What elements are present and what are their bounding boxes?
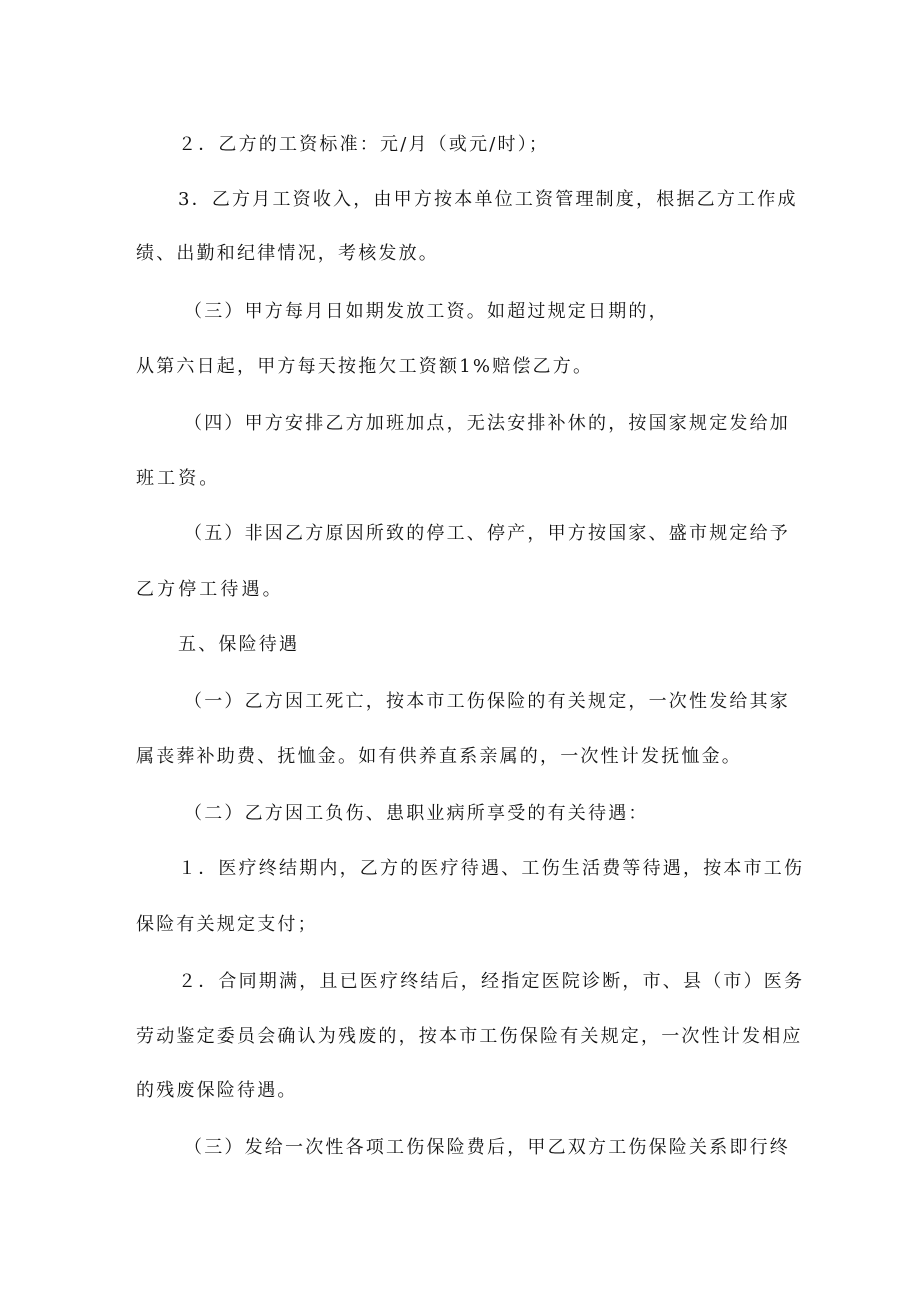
- paragraph-line: 劳动鉴定委员会确认为残废的，按本市工伤保险有关规定，一次性计发相应: [136, 1026, 803, 1047]
- paragraph-line: 乙方停工待遇。: [136, 579, 284, 600]
- paragraph-line: （三）甲方每月日如期发放工资。如超过规定日期的，: [184, 301, 669, 322]
- section-heading: 五、保险待遇: [178, 634, 300, 655]
- paragraph-line: （一）乙方因工死亡，按本市工伤保险的有关规定，一次性发给其家: [184, 691, 790, 712]
- paragraph-line: 属丧葬补助费、抚恤金。如有供养直系亲属的，一次性计发抚恤金。: [136, 746, 742, 767]
- paragraph-line: 绩、出勤和纪律情况，考核发放。: [136, 243, 439, 264]
- paragraph-line: 3．乙方月工资收入，由甲方按本单位工资管理制度，根据乙方工作成: [178, 189, 798, 210]
- paragraph-line: 的残废保险待遇。: [136, 1080, 298, 1101]
- paragraph-line: 班工资。: [136, 468, 221, 489]
- paragraph-line: （三）发给一次性各项工伤保险费后，甲乙双方工伤保险关系即行终: [184, 1137, 790, 1158]
- paragraph-line: １．医疗终结期内，乙方的医疗待遇、工伤生活费等待遇，按本市工伤: [178, 858, 805, 879]
- paragraph-line: （四）甲方安排乙方加班加点，无法安排补休的，按国家规定发给加: [184, 413, 790, 434]
- paragraph-line: ２．乙方的工资标准：元/月（或元/时）；: [178, 134, 550, 155]
- paragraph-line: （五）非因乙方原因所致的停工、停产，甲方按国家、盛市规定给予: [184, 523, 790, 544]
- paragraph-line: 从第六日起，甲方每天按拖欠工资额1%赔偿乙方。: [136, 356, 594, 377]
- paragraph-line: 保险有关规定支付；: [136, 914, 318, 935]
- paragraph-line: ２．合同期满，且已医疗终结后，经指定医院诊断，市、县（市）医务: [178, 971, 805, 992]
- paragraph-line: （二）乙方因工负伤、患职业病所享受的有关待遇：: [184, 803, 649, 824]
